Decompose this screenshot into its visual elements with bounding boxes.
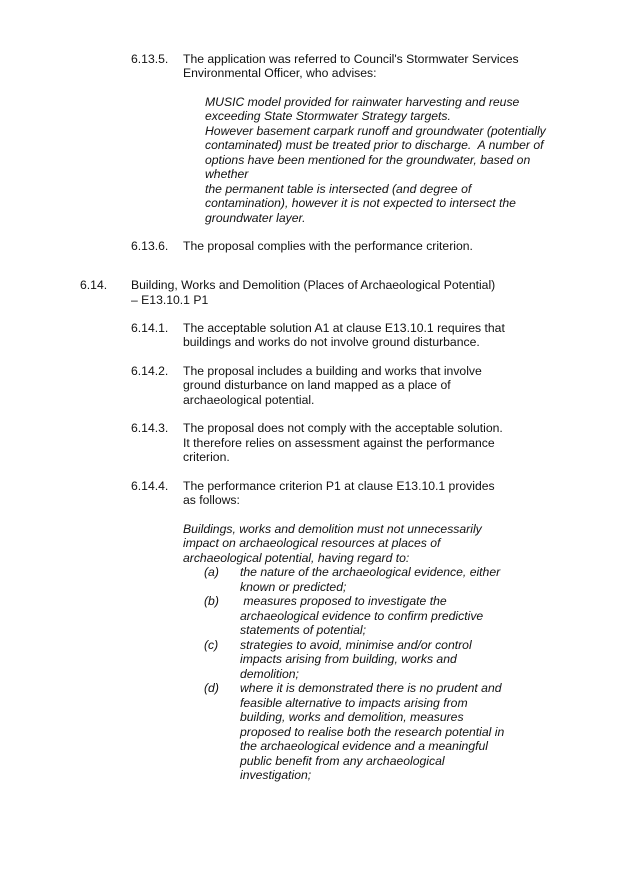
quote-line: contamination), however it is not expected to intersect the [205, 196, 516, 210]
clause-number-6-14-4: 6.14.4. [131, 479, 169, 493]
section-heading-line: Building, Works and Demolition (Places of Archaeological Potential) [131, 278, 496, 292]
quote-line: archaeological potential, having regard to: [183, 551, 410, 565]
clause-number-6-14-3: 6.14.3. [131, 421, 169, 435]
list-item-line: the nature of the archaeological evidence, either [240, 565, 501, 579]
clause-text-line: The proposal does not comply with the acceptable solution. [183, 421, 503, 435]
list-item-label-a: (a) [204, 565, 219, 579]
list-item-line: public benefit from any archaeological [240, 754, 445, 768]
clause-text-line: criterion. [183, 450, 230, 464]
clause-number-6-13-6: 6.13.6. [131, 239, 169, 253]
list-item-line: measures proposed to investigate the [240, 594, 447, 608]
list-item-line: investigation; [240, 768, 312, 782]
quote-line: options have been mentioned for the groundwater, based on [205, 153, 531, 167]
list-item-line: known or predicted; [240, 580, 347, 594]
list-item-line: impacts arising from building, works and [240, 652, 457, 666]
list-item-label-b: (b) [204, 594, 219, 608]
quote-line: MUSIC model provided for rainwater harvesting and reuse [205, 95, 520, 109]
clause-text-line: ground disturbance on land mapped as a place of [183, 378, 451, 392]
clause-text-line: The acceptable solution A1 at clause E13.10.1 requires that [183, 321, 505, 335]
list-item-line: strategies to avoid, minimise and/or control [240, 638, 472, 652]
list-item-line: statements of potential; [240, 623, 367, 637]
section-heading-line: – E13.10.1 P1 [131, 293, 209, 307]
clause-text-line: Environmental Officer, who advises: [183, 66, 377, 80]
section-number-6-14: 6.14. [80, 278, 108, 292]
clause-text-line: It therefore relies on assessment against the performance [183, 436, 495, 450]
list-item-line: archaeological evidence to confirm predictive [240, 609, 484, 623]
clause-text-line: The proposal complies with the performance criterion. [183, 239, 473, 253]
list-item-line: where it is demonstrated there is no prudent and [240, 681, 502, 695]
list-item-line: demolition; [240, 667, 299, 681]
clause-text-line: The application was referred to Council's Stormwater Services [183, 52, 519, 66]
clause-text-line: The performance criterion P1 at clause E13.10.1 provides [183, 479, 495, 493]
clause-text-line: as follows: [183, 493, 240, 507]
quote-line: the permanent table is intersected (and degree of [205, 182, 472, 196]
quote-line: Buildings, works and demolition must not unnecessarily [183, 522, 482, 536]
list-item-line: the archaeological evidence and a meaningful [240, 739, 488, 753]
clause-number-6-13-5: 6.13.5. [131, 52, 169, 66]
quote-line: However basement carpark runoff and groundwater (potentially [205, 124, 546, 138]
quote-line: exceeding State Stormwater Strategy targets. [205, 109, 451, 123]
clause-number-6-14-1: 6.14.1. [131, 321, 169, 335]
clause-text-line: buildings and works do not involve ground disturbance. [183, 335, 480, 349]
quote-line: contaminated) must be treated prior to discharge. A number of [205, 138, 544, 152]
list-item-line: building, works and demolition, measures [240, 710, 464, 724]
clause-text-line: archaeological potential. [183, 393, 315, 407]
clause-text-line: The proposal includes a building and works that involve [183, 364, 482, 378]
list-item-label-c: (c) [204, 638, 219, 652]
quote-line: groundwater layer. [205, 211, 306, 225]
clause-number-6-14-2: 6.14.2. [131, 364, 169, 378]
quote-line: whether [205, 167, 249, 181]
list-item-line: feasible alternative to impacts arising from [240, 696, 468, 710]
list-item-label-d: (d) [204, 681, 219, 695]
quote-line: impact on archaeological resources at places of [183, 536, 441, 550]
list-item-line: proposed to realise both the research potential in [240, 725, 505, 739]
